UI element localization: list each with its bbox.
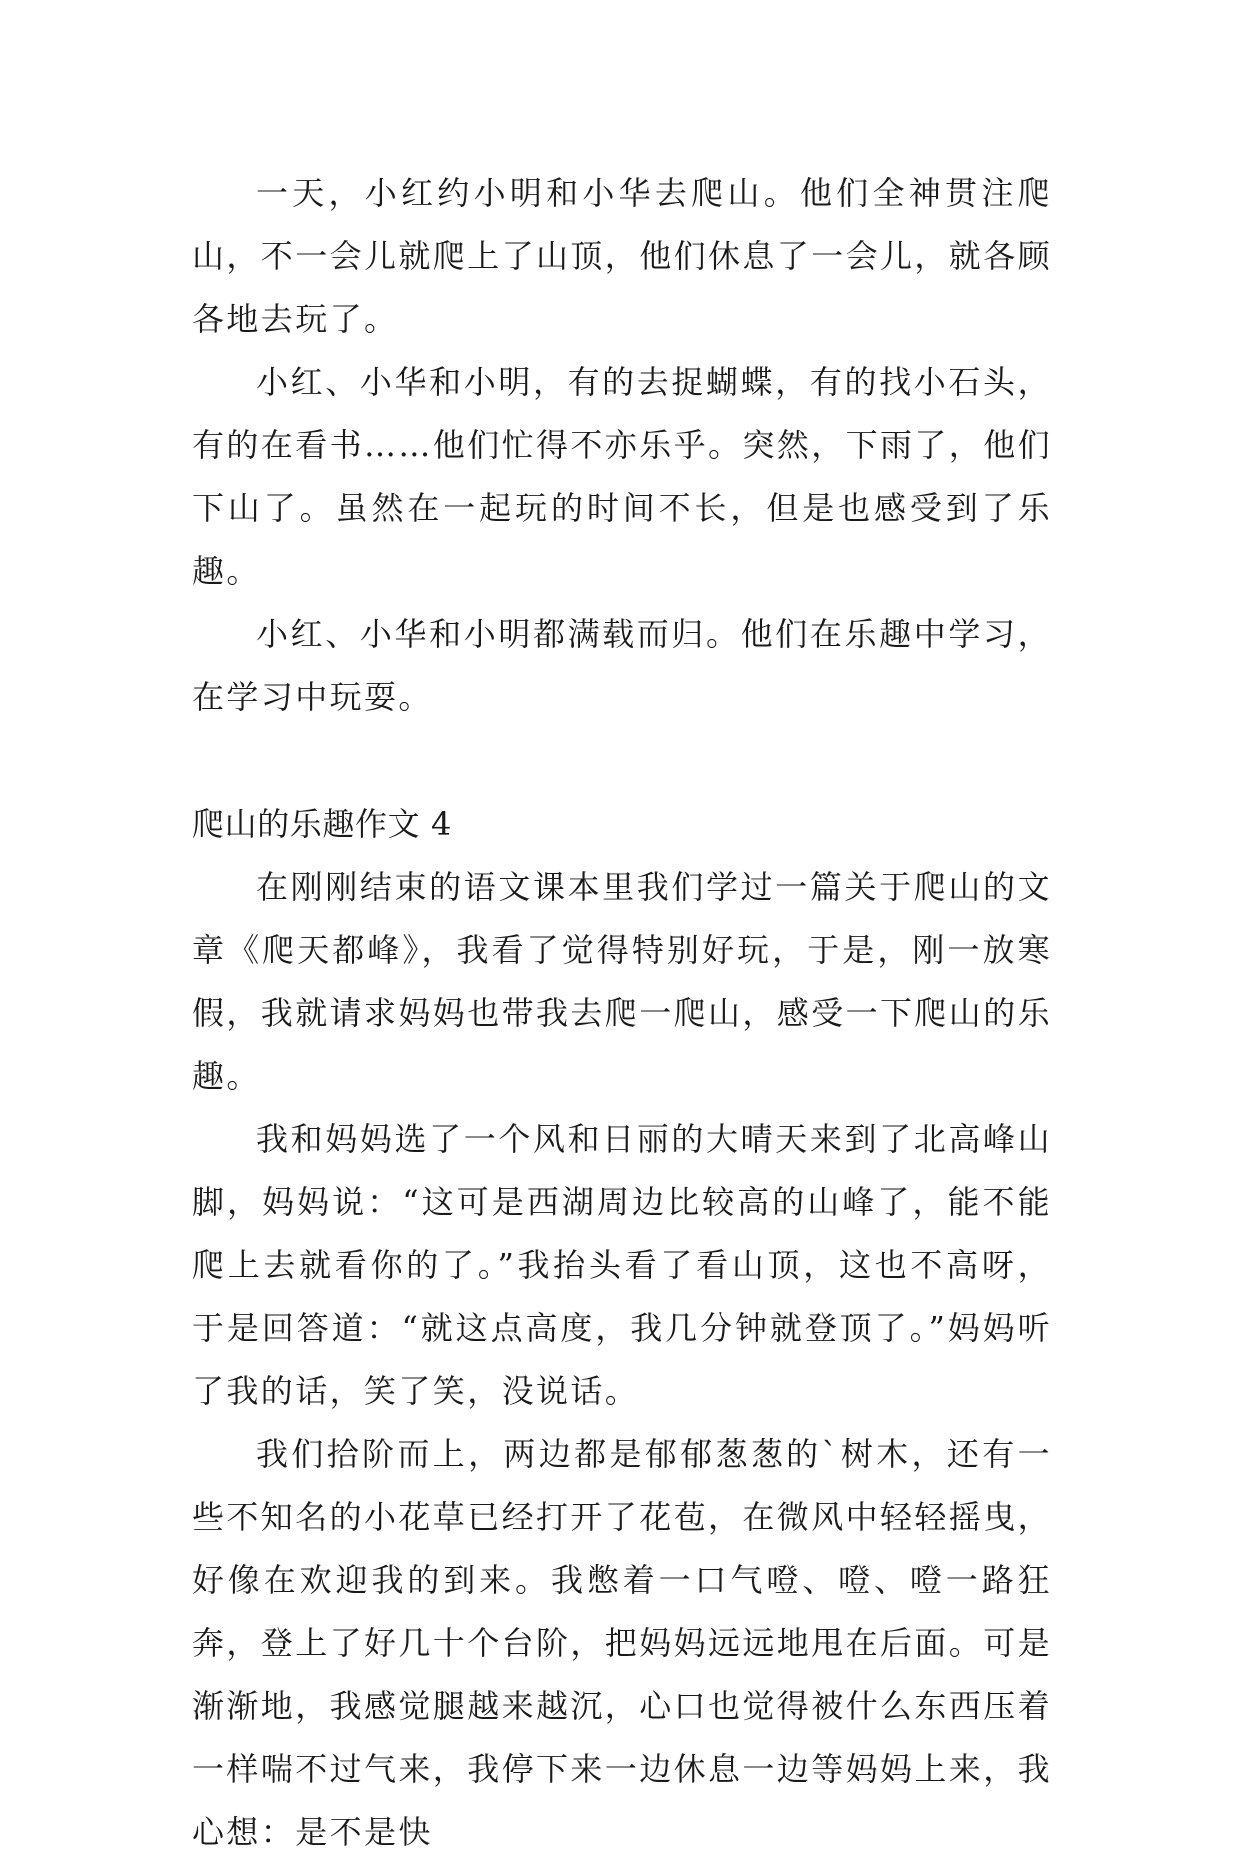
paragraph-3: 小红、小华和小明都满载而归。他们在乐趣中学习，在学习中玩耍。 xyxy=(192,615,1052,716)
paragraph-4: 在刚刚结束的语文课本里我们学过一篇关于爬山的文章《爬天都峰》，我看了觉得特别好玩，于是，刚一放寒假，我就请求妈妈也带我去爬一爬山，感受一下爬山的乐趣。 xyxy=(192,868,1053,1095)
paragraph-6: 我们拾阶而上，两边都是郁郁葱葱的`树木，还有一些不知名的小花草已经打开了花苞，在微风中轻轻摇曳，好像在欢迎我的到来。我憋着一口气噔、噔、噔一路狂奔，登上了好几十个台阶，把妈妈远远地甩在后面。可是渐渐地，我感觉腿越来越沉，心口也觉得被什么东西压着一样喘不过气来，我停下来一边休息一边等妈妈上来，我心想：是不是快 xyxy=(192,1435,1053,1851)
section-spacer xyxy=(192,729,1052,793)
paragraph-5: 我和妈妈选了一个风和日丽的大晴天来到了北高峰山脚，妈妈说：“这可是西湖周边比较高的山峰了，能不能爬上去就看你的了。”我抬头看了看山顶，这也不高呀，于是回答道：“就这点高度，我几分钟就登顶了。”妈妈听了我的话，笑了笑，没说话。 xyxy=(192,1120,1052,1410)
paragraph-1: 一天，小红约小明和小华去爬山。他们全神贯注爬山，不一会儿就爬上了山顶，他们休息了一会儿，就各顾各地去玩了。 xyxy=(192,174,1053,338)
document-body xyxy=(192,162,1052,1864)
section-title: 爬山的乐趣作文 4 xyxy=(192,805,452,843)
paragraph-2: 小红、小华和小明，有的去捉蝴蝶，有的找小石头，有的在看书……他们忙得不亦乐乎。突然，下雨了，他们下山了。虽然在一起玩的时间不长，但是也感受到了乐趣。 xyxy=(192,363,1053,590)
